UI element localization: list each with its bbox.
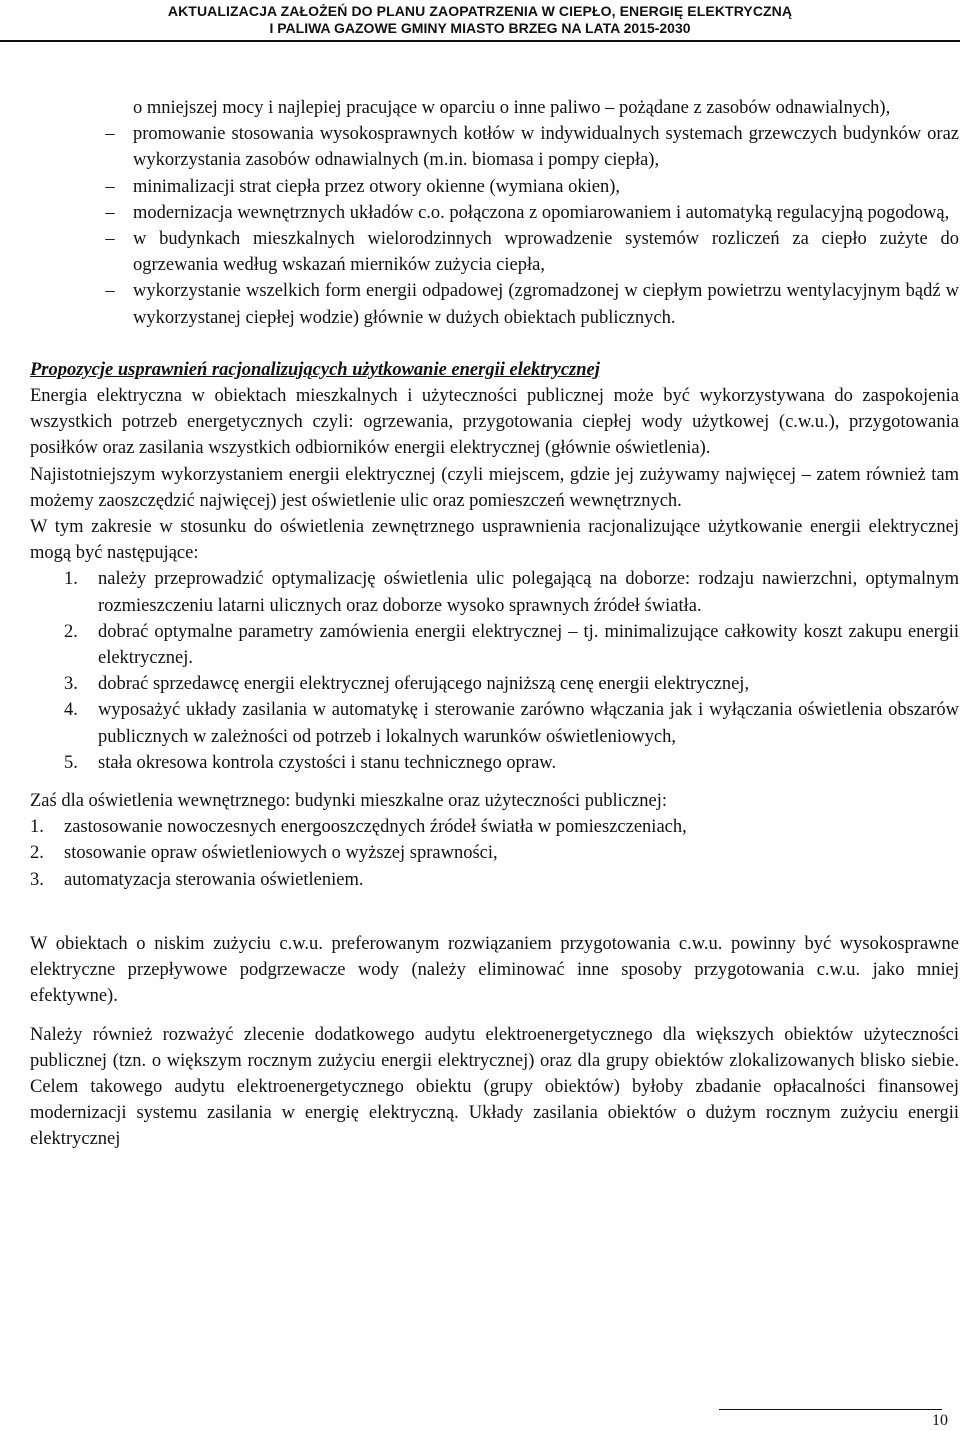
page-header [0, 0, 960, 44]
list-item: – wykorzystanie wszelkich form energii odpadowej (zgromadzonej w ciepłym powietrzu wentylacyjnym bądź w wykorzystanej ciepłej wodzie) głównie w dużych obiektach publicznych. [30, 278, 959, 330]
list-item: 2. stosowanie opraw oświetleniowych o wyższej sprawności, [30, 843, 498, 864]
list-item: 5. stała okresowa kontrola czystości i stanu technicznego opraw. [64, 752, 557, 773]
header-title-line1: AKTUALIZACJA ZAŁOŻEŃ DO PLANU ZAOPATRZENIA W CIEPŁO, ENERGIĘ ELEKTRYCZNĄ [167, 3, 793, 19]
internal-lighting-list [30, 814, 959, 893]
footer-divider [719, 1409, 942, 1410]
list-item: – w budynkach mieszkalnych wielorodzinnych wprowadzenie systemów rozliczeń za ciepło zużyte do ogrzewania według wskazań mierników zużycia ciepła, [30, 226, 959, 278]
list-item: – promowanie stosowania wysokosprawnych kotłów w indywidualnych systemach grzewczych budynków oraz wykorzystania zasobów odnawialnych (m.in. biomasa i pompy ciepła), [30, 121, 959, 173]
list-item: 3. dobrać sprzedawcę energii elektrycznej oferującego najniższą cenę energii elektrycznej, [64, 674, 750, 695]
paragraph-electric-energy-use: Energia elektryczna w obiektach mieszkalnych i użyteczności publicznej może być wykorzystywana do zaspokojenia wszystkich potrzeb energetycznych czyli: ogrzewania, przygotowania ciepłej wody użytkowej (c.w.u.), przygotowania posiłków oraz zasilania wszystkich odbiorników energii elektrycznej (głównie oświetlenia). [30, 386, 959, 459]
paragraph-external-lighting-intro: W tym zakresie w stosunku do oświetlenia zewnętrznego usprawnienia racjonalizujące użytkowanie energii elektrycznej mogą być następujące: [30, 517, 959, 564]
section-heading: Propozycje usprawnień racjonalizujących użytkowanie energii elektrycznej [30, 359, 600, 380]
list-item: – minimalizacji strat ciepła przez otwory okienne (wymiana okien), [30, 174, 959, 200]
list-item: – modernizacja wewnętrznych układów c.o. połączona z opomiarowaniem i automatyką regulacyjną pogodową, [30, 200, 959, 226]
header-divider [0, 40, 960, 42]
heating-measures-list [30, 95, 959, 331]
list-item: 2. dobrać optymalne parametry zamówienia energii elektrycznej – tj. minimalizujące całkowity koszt zakupu energii elektrycznej. [64, 621, 959, 669]
paragraph-hot-water: W obiektach o niskim zużyciu c.w.u. preferowanym rozwiązaniem przygotowania c.w.u. powinny być wysokosprawne elektryczne przepływowe podgrzewacze wody (należy eliminować inne sposoby przygotowania c.w.u. jako mniej efektywne). [30, 933, 959, 1007]
document-body [30, 95, 959, 1153]
dash-bullet: – [105, 281, 115, 302]
list-item: 1. zastosowanie nowoczesnych energooszczędnych źródeł światła w pomieszczeniach, [30, 817, 687, 838]
dash-bullet: – [105, 202, 115, 223]
list-item: 4. wyposażyć układy zasilania w automatykę i sterowanie zarówno włączania jak i wyłączania oświetlenia obszarów publicznych w zależności od potrzeb i lokalnych warunków oświetleniowych, [64, 700, 959, 747]
dash-bullet: – [105, 229, 115, 250]
list-item: 3. automatyzacja sterowania oświetleniem. [30, 869, 364, 890]
paragraph-internal-lighting-intro: Zaś dla oświetlenia wewnętrznego: budynki mieszkalne oraz użyteczności publicznej: [30, 791, 667, 812]
external-lighting-list [30, 566, 959, 776]
paragraph-audit: Należy również rozważyć zlecenie dodatkowego audytu elektroenergetycznego dla większych obiektów użyteczności publicznej (tzn. o większym rocznym zużyciu energii elektrycznej) oraz dla grupy obiektów zlokalizowanych blisko siebie. Celem takowego audytu elektroenergetycznego obiektu (grupy obiektów) byłoby zbadanie opłacalności finansowej modernizacji systemu zasilania w energię elektryczną. Układy zasilania obiektów o dużym rocznym zużyciu energii elektrycznej [30, 1024, 959, 1150]
dash-bullet: – [105, 124, 115, 145]
list-item: 1. należy przeprowadzić optymalizację oświetlenia ulic polegającą na doborze: rodzaju nawierzchni, optymalnym rozmieszczeniu latarni ulicznych oraz doborze wysoko sprawnych źródeł światła. [64, 569, 959, 616]
header-title-line2: I PALIWA GAZOWE GMINY MIASTO BRZEG NA LATA 2015-2030 [269, 20, 691, 36]
page-number: 10 [932, 1412, 948, 1429]
dash-bullet: – [105, 176, 115, 197]
paragraph-lighting-importance: Najistotniejszym wykorzystaniem energii elektrycznej (czyli miejscem, gdzie jej zużywamy najwięcej – zatem również tam możemy zaoszczędzić najwięcej) jest oświetlenie ulic oraz pomieszczeń wewnętrznych. [30, 464, 959, 511]
list-item: o mniejszej mocy i najlepiej pracujące w oparciu o inne paliwo – pożądane z zasobów odnawialnych), [133, 98, 891, 118]
